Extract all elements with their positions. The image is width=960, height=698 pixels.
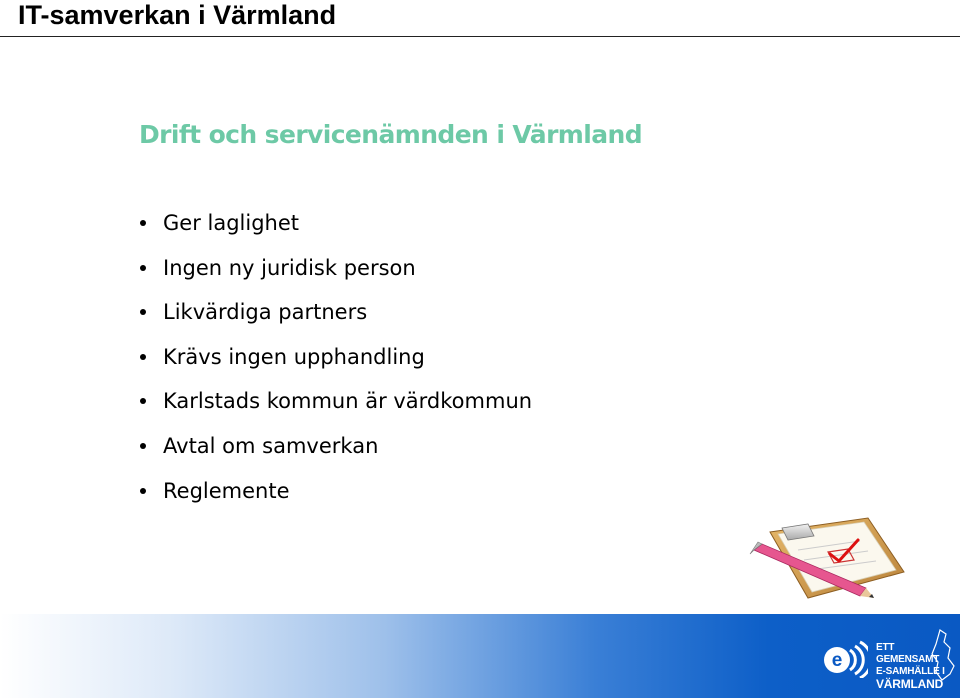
e-logo-icon bbox=[820, 630, 868, 678]
bullet-item bbox=[140, 295, 532, 340]
bullet-text: Krävs ingen upphandling bbox=[163, 344, 425, 369]
bullet-dot-icon bbox=[140, 488, 146, 494]
bullet-dot-icon bbox=[140, 265, 146, 271]
clipboard-icon bbox=[748, 510, 908, 605]
bullet-dot-icon bbox=[140, 354, 146, 360]
bullet-list bbox=[140, 206, 532, 518]
bullet-dot-icon bbox=[140, 220, 146, 226]
title-divider bbox=[0, 36, 960, 37]
bullet-text: Avtal om samverkan bbox=[163, 433, 379, 458]
bullet-item bbox=[140, 474, 532, 519]
bullet-text: Likvärdiga partners bbox=[163, 300, 368, 325]
bullet-item bbox=[140, 384, 532, 429]
bullet-dot-icon bbox=[140, 398, 146, 404]
svg-text:e: e bbox=[831, 650, 843, 671]
slide-subtitle: Drift och servicenämnden i Värmland bbox=[139, 120, 642, 149]
varmland-map-icon bbox=[928, 628, 958, 684]
logo-line-1: ETT GEMENSAMT bbox=[876, 642, 940, 665]
bullet-text: Karlstads kommun är värdkommun bbox=[163, 389, 533, 414]
bullet-dot-icon bbox=[140, 309, 146, 315]
logo-line-2: E-SAMHÄLLE I bbox=[876, 666, 945, 677]
footer-band bbox=[0, 614, 960, 698]
bullet-item bbox=[140, 251, 532, 296]
bullet-item bbox=[140, 206, 532, 251]
bullet-item bbox=[140, 340, 532, 385]
bullet-dot-icon bbox=[140, 443, 146, 449]
bullet-text: Ingen ny juridisk person bbox=[163, 255, 416, 280]
logo-line-3: VÄRMLAND bbox=[876, 677, 944, 691]
slide-title: IT-samverkan i Värmland bbox=[18, 0, 337, 30]
bullet-item bbox=[140, 429, 532, 474]
bullet-text: Ger laglighet bbox=[163, 211, 299, 235]
bullet-text: Reglemente bbox=[163, 478, 290, 503]
